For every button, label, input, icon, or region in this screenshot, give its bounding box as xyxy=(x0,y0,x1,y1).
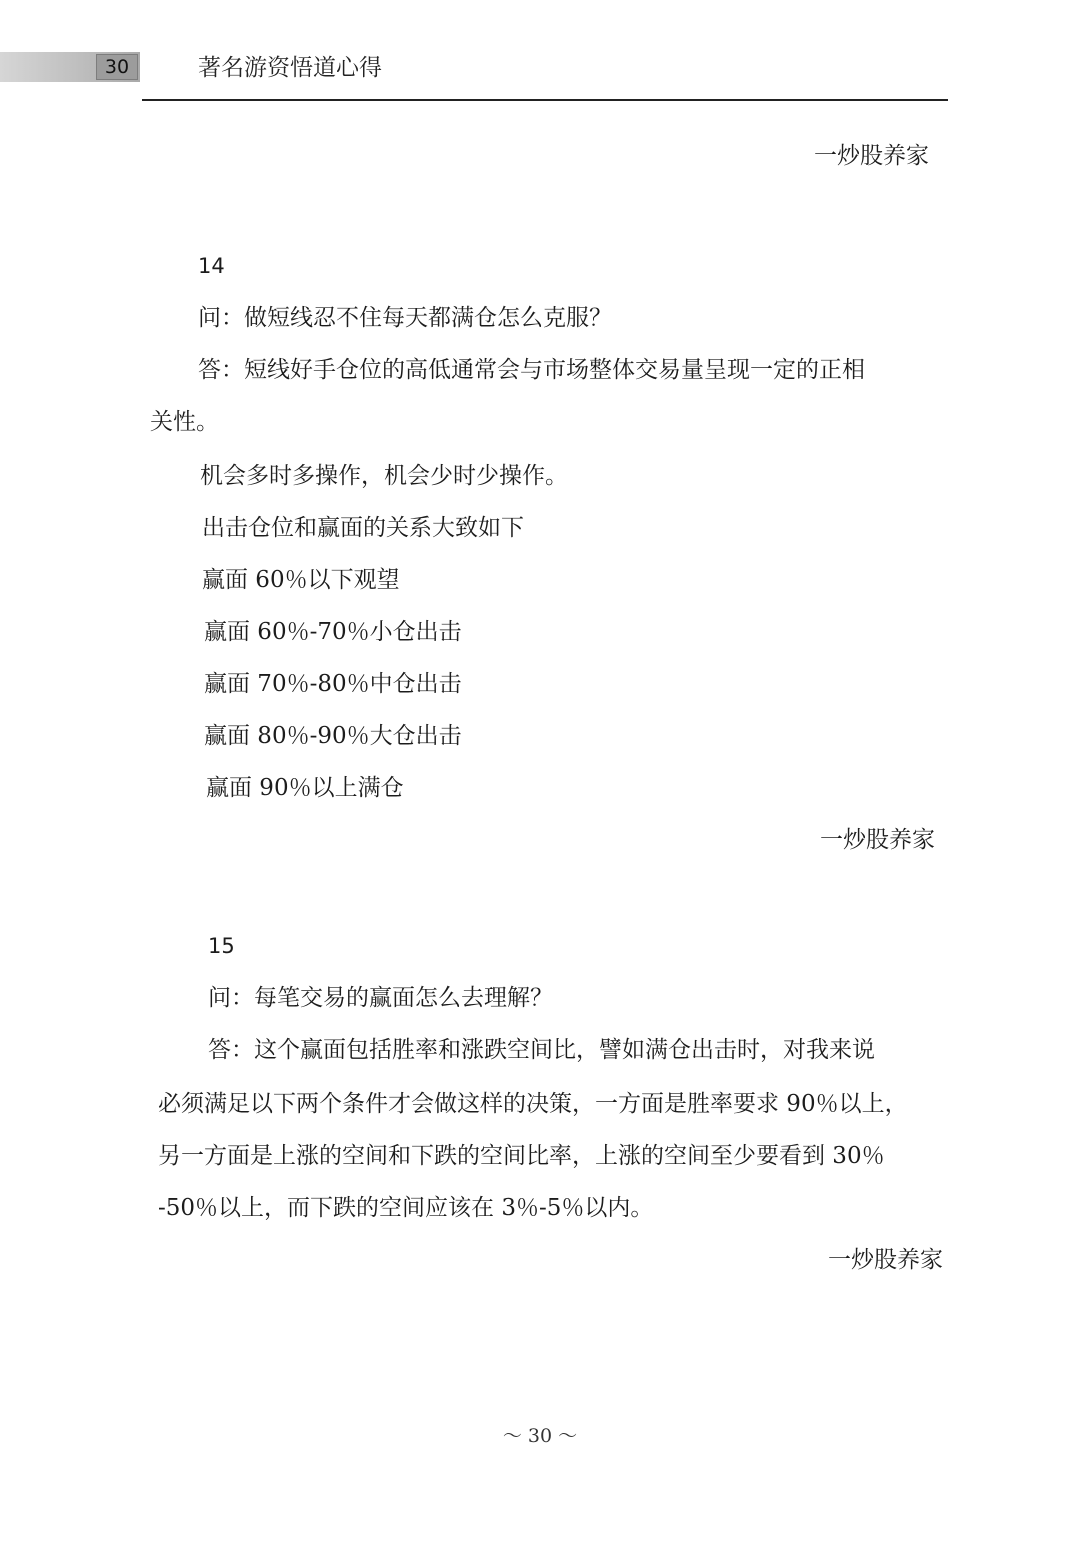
section-15-question: 问：每笔交易的赢面怎么去理解？ xyxy=(208,985,553,1011)
section-14-question: 问：做短线忍不住每天都满仓怎么克服？ xyxy=(198,305,612,331)
section-14-answer-line: 赢面 60％以下观望 xyxy=(202,567,400,593)
section-14-answer-line: 赢面 70％-80％中仓出击 xyxy=(204,671,462,697)
section-14-signature: 一炒股养家 xyxy=(820,827,935,853)
section-15-number: 15 xyxy=(208,934,235,958)
section-14-answer-line: 答：短线好手仓位的高低通常会与市场整体交易量呈现一定的正相 xyxy=(198,357,865,383)
section-14-answer-line: 机会多时多操作，机会少时少操作。 xyxy=(200,463,568,489)
header-divider xyxy=(142,99,948,101)
section-15-signature: 一炒股养家 xyxy=(828,1247,943,1273)
section-14-answer-line: 赢面 80％-90％大仓出击 xyxy=(204,723,462,749)
section-14-answer-line: 赢面 90％以上满仓 xyxy=(206,775,404,801)
section-14-number: 14 xyxy=(198,254,225,278)
section-15-answer-line: 答：这个赢面包括胜率和涨跌空间比，譬如满仓出击时，对我来说 xyxy=(208,1037,875,1063)
section-15-answer-line: 必须满足以下两个条件才会做这样的决策，一方面是胜率要求 90％以上， xyxy=(158,1091,908,1117)
section-14-answer-line: 出击仓位和赢面的关系大致如下 xyxy=(202,515,524,541)
section-14-answer-line: 赢面 60％-70％小仓出击 xyxy=(204,619,462,645)
section-15-answer-line: -50％以上，而下跌的空间应该在 3％-5％以内。 xyxy=(158,1195,654,1221)
top-signature: 一炒股养家 xyxy=(814,143,929,169)
section-14-answer-line: 关性。 xyxy=(150,409,219,435)
header-page-number: 30 xyxy=(96,54,138,80)
section-15-answer-line: 另一方面是上涨的空间和下跌的空间比率，上涨的空间至少要看到 30％ xyxy=(158,1143,885,1169)
book-title: 著名游资悟道心得 xyxy=(198,55,382,81)
page-footer-number: ～ 30 ～ xyxy=(502,1425,578,1447)
